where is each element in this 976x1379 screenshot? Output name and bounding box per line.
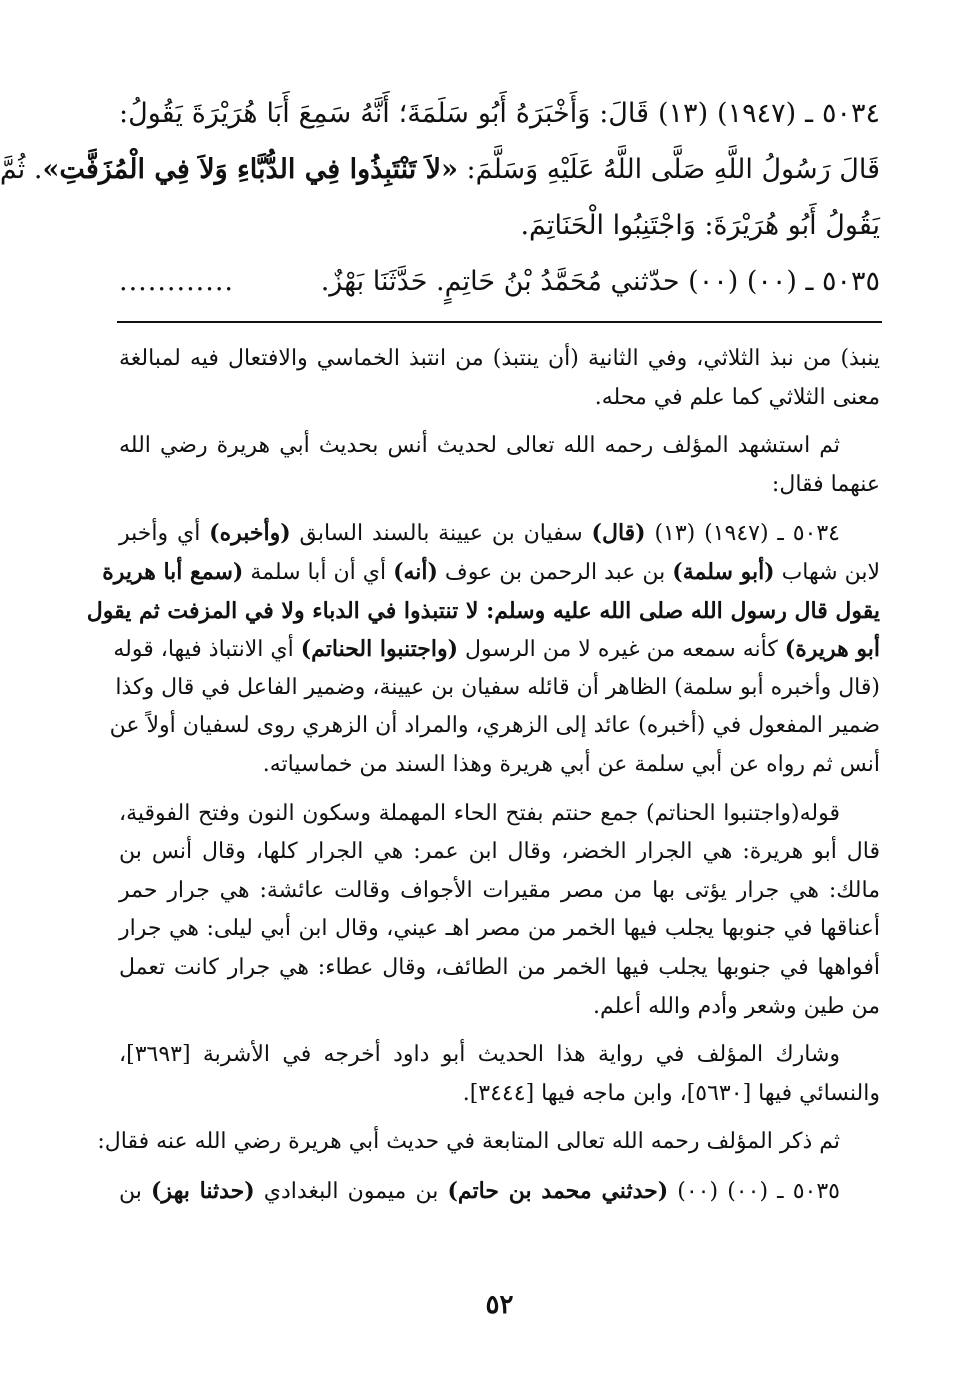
- commentary-line: عنهما فقال:: [771, 471, 880, 497]
- commentary-paragraph-2: [119, 427, 880, 504]
- explanation-text: بن عبد الرحمن بن عوف: [437, 559, 673, 585]
- commentary-paragraph-6: [97, 1123, 880, 1162]
- quoted-term: (حدثني محمد بن حاتم): [447, 1177, 669, 1204]
- hadith-line-2-text: قَالَ رَسُولُ اللَّهِ صَلَّى اللَّهُ عَلَيْهِ وَسَلَّمَ:: [457, 154, 880, 185]
- explanation-text: أي وأخبر: [119, 521, 210, 547]
- commentary-paragraph-5: [119, 1036, 880, 1113]
- hadith-line-1: [119, 86, 880, 142]
- hadith-number: ٥٠٣٤ ـ (١٩٤٧) (١٣): [645, 521, 840, 547]
- commentary-paragraph-4: [119, 795, 880, 1027]
- hadith-text-block: [0, 86, 881, 310]
- hadith-line-3: [119, 198, 880, 254]
- quoted-term: (واجتنبوا الحناتم): [300, 636, 459, 663]
- hadith-line-4: [119, 254, 880, 310]
- commentary-line: قوله(واجتنبوا الحناتم) جمع حنتم بفتح الحاء المهملة وسكون النون وفتح الفوقية،: [119, 800, 840, 826]
- commentary-line: والنسائي فيها [٥٦٣٠]، وابن ماجه فيها [٣٤٤٤].: [462, 1080, 880, 1106]
- explanation-text: كأنه سمعه من غيره لا من الرسول: [458, 637, 785, 663]
- hadith-line-2: [0, 142, 880, 198]
- commentary-line: ثم ذكر المؤلف رحمه الله تعالى المتابعة في حديث أبي هريرة رضي الله عنه فقال:: [97, 1129, 840, 1155]
- commentary-line: أفواهها في جنوبها يجلب فيها الخمر من الطائف، وقال عطاء: هي جرار كانت تعمل: [119, 954, 880, 980]
- commentary-line: [102, 553, 880, 592]
- commentary-line: ينبذ) من نبذ الثلاثي، وفي الثانية (أن ينتبذ) من انتبذ الخماسي والافتعال فيه لمبالغة: [119, 346, 880, 371]
- commentary-line: من طين وشعر وأدم والله أعلم.: [592, 993, 880, 1019]
- text-commentary-separator: [117, 321, 882, 323]
- commentary-line: وشارك المؤلف في رواية هذا الحديث أبو داود أخرجه في الأشربة [٣٦٩٣]،: [119, 1042, 840, 1068]
- commentary-block: [86, 340, 880, 1220]
- quoted-term: (وأخبره): [209, 520, 291, 547]
- explanation-text: بن ميمون البغدادي: [254, 1178, 448, 1204]
- explanation-text: سفيان بن عيينة بالسند السابق: [290, 521, 592, 547]
- commentary-line: ضمير المفعول في (أخبره) عائد إلى الزهري، والمراد أن الزهري روى لسفيان أولاً عن: [109, 713, 880, 739]
- explanation-text: أي أن أبا سلمة: [243, 559, 394, 585]
- commentary-paragraph-7: [119, 1172, 880, 1211]
- commentary-line: مالك: هي جرار يؤتى بها من مصر مقيرات الأجواف وقالت عائشة: هي جرار حمر: [119, 877, 880, 903]
- commentary-line: أنس ثم رواه عن أبي سلمة عن أبي هريرة وهذا السند من خماسياته.: [262, 751, 880, 777]
- continuation-dots: ............: [119, 266, 234, 297]
- commentary-line: قال أبو هريرة: هي الجرار الخضر، وقال ابن عمر: هي الجرار كلها، وقال أنس بن: [119, 839, 880, 865]
- quoted-term: (حدثنا بهز): [151, 1177, 255, 1204]
- explanation-text: لابن شهاب: [774, 559, 880, 585]
- hadith-number: ٥٠٣٥ ـ (٠٠) (٠٠): [668, 1178, 840, 1204]
- prophetic-saying: «لاَ تَنْتَبِذُوا فِي الدُّبَّاءِ وَلاَ فِي الْمُزَفَّتِ»: [42, 154, 458, 185]
- hadith-line-1-text: ٥٠٣٤ ـ (١٩٤٧) (١٣) قَالَ: وَأَخْبَرَهُ أَبُو سَلَمَةَ؛ أَنَّهُ سَمِعَ أَبَا هُرَيْرَةَ يَقُولُ:: [119, 98, 881, 129]
- commentary-line: (قال وأخبره أبو سلمة) الظاهر أن قائله سفيان بن عيينة، وضمير الفاعل في قال وكذا: [115, 674, 880, 700]
- commentary-paragraph-1: [119, 340, 880, 417]
- commentary-line: [119, 514, 880, 553]
- hadith-line-3-text: يَقُولُ أَبُو هُرَيْرَةَ: وَاجْتَنِبُوا الْحَنَاتِمَ.: [520, 210, 880, 241]
- quoted-term: (أنه): [393, 558, 438, 585]
- quoted-term: (سمع أبا هريرة: [102, 558, 244, 585]
- commentary-line: [86, 592, 880, 631]
- commentary-line: أعناقها في جنوبها يجلب فيها الخمر من مصر اهـ عيني، وقال ابن أبي ليلى: هي جرار: [119, 916, 880, 942]
- commentary-line: [119, 1172, 880, 1211]
- page-number: ٥٢: [485, 1290, 514, 1320]
- hadith-line-2-tail: . ثُمَّ: [0, 154, 43, 185]
- quoted-hadith: يقول قال رسول الله صلى الله عليه وسلم: لا تنتبذوا في الدباء ولا في المزفت ثم يقول: [86, 597, 880, 624]
- quoted-term: (قال): [591, 520, 646, 547]
- hadith-line-4-text: ٥٠٣٥ ـ (٠٠) (٠٠) حدّثني مُحَمَّدُ بْنُ حَاتِمٍ. حَدَّثَنَا بَهْزٌ.: [320, 266, 880, 297]
- commentary-line: [113, 630, 880, 669]
- commentary-paragraph-3: [86, 514, 880, 784]
- explanation-text: أي الانتباذ فيها، قوله: [113, 637, 301, 663]
- quoted-term: أبو هريرة): [784, 636, 880, 663]
- explanation-text: بن: [119, 1178, 152, 1204]
- commentary-line: ثم استشهد المؤلف رحمه الله تعالى لحديث أنس بحديث أبي هريرة رضي الله: [119, 433, 840, 459]
- commentary-line: معنى الثلاثي كما علم في محله.: [594, 384, 880, 410]
- quoted-term: (أبو سلمة): [672, 558, 775, 585]
